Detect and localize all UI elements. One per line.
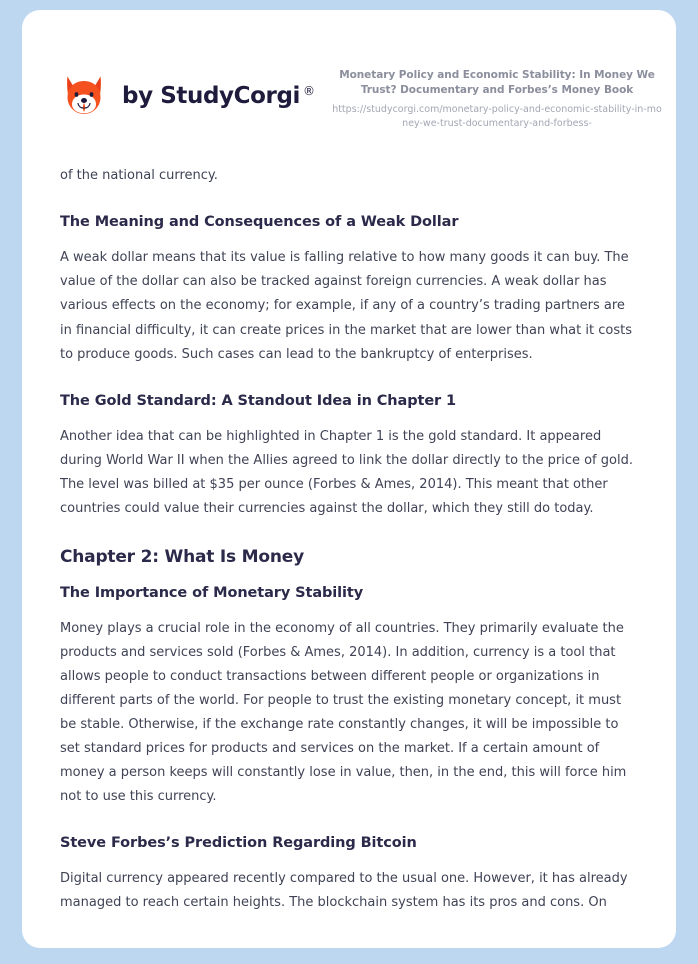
section-heading-gold-standard: The Gold Standard: A Standout Idea in Chapter 1: [60, 392, 457, 409]
brand-wordmark-text: by StudyCorgi: [122, 83, 301, 109]
registered-trademark-icon: ®: [303, 84, 315, 98]
brand-wordmark: [122, 83, 315, 109]
section-paragraph-bitcoin-prediction: Digital currency appeared recently compared to the usual one. However, it has already managed to reach certain heights. The blockchain system has its pros and cons. On: [60, 871, 628, 911]
document-body: [22, 164, 676, 915]
continued-paragraph: of the national currency.: [60, 168, 218, 184]
document-meta: [332, 62, 662, 130]
document-page: [22, 10, 676, 948]
document-url[interactable]: https://studycorgi.com/monetary-policy-and-economic-stability-in-money-we-trust-documentary-and-forbess-: [332, 103, 662, 129]
section-paragraph-gold-standard: Another idea that can be highlighted in Chapter 1 is the gold standard. It appeared during World War II when the Allies agreed to link the dollar directly to the price of gold. The level was billed at $35 per ounce (Forbes & Ames, 2014). This meant that other countries could value their currencies against the dollar, which they still do today.: [60, 428, 633, 516]
chapter-heading-chapter-2: Chapter 2: What Is Money: [60, 546, 304, 567]
section-heading-bitcoin-prediction: Steve Forbes’s Prediction Regarding Bitcoin: [60, 835, 417, 852]
brand-logo: [60, 62, 315, 120]
section-paragraph-weak-dollar: A weak dollar means that its value is falling relative to how many goods it can buy. The value of the dollar can also be tracked against foreign currencies. A weak dollar has various effects on the economy; for example, if any of a country’s trading partners are in financial difficulty, it can create prices in the market that are lower than what it costs to produce goods. Such cases can lead to the bankruptcy of enterprises.: [60, 250, 632, 362]
document-title: Monetary Policy and Economic Stability: In Money We Trust? Documentary and Forbes’s Money Book: [339, 69, 655, 96]
section-heading-weak-dollar: The Meaning and Consequences of a Weak Dollar: [60, 214, 459, 231]
section-heading-monetary-stability: The Importance of Monetary Stability: [60, 584, 364, 601]
corgi-face-logo-icon: [60, 72, 108, 120]
document-header: [22, 10, 676, 130]
section-paragraph-monetary-stability: Money plays a crucial role in the economy of all countries. They primarily evaluate the products and services sold (Forbes & Ames, 2014). In addition, currency is a tool that allows people to conduct transactions between different people or organizations in different parts of the world. For people to trust the existing monetary concept, it must be stable. Otherwise, if the exchange rate constantly changes, it will be impossible to set standard prices for products and services on the market. If a certain amount of money a person keeps will constantly lose in value, then, in the end, this will force him not to use this currency.: [60, 620, 627, 805]
